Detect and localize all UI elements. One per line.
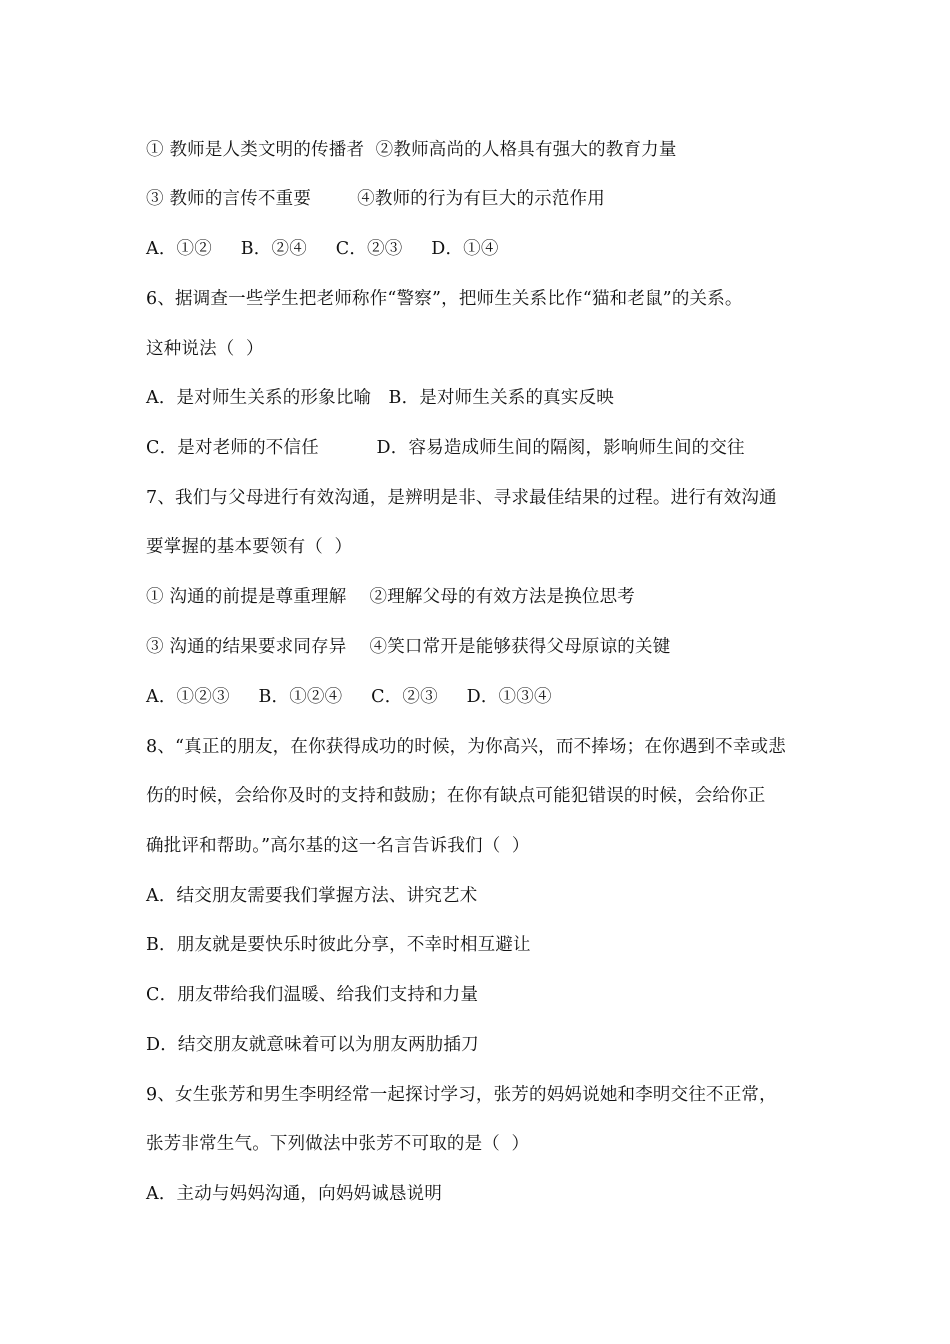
q8-stem-line-2: 伤的时候，会给你及时的支持和鼓励；在你有缺点可能犯错误的时候，会给你正 bbox=[146, 786, 766, 806]
q8-option-d: D．结交朋友就意味着可以为朋友两肋插刀 bbox=[146, 1035, 479, 1055]
statement-1-2: ① 教师是人类文明的传播者 ②教师高尚的人格具有强大的教育力量 bbox=[146, 140, 677, 160]
q5-options: A．①② B．②④ C．②③ D．①④ bbox=[146, 239, 499, 259]
q7-stem-line-2: 要掌握的基本要领有（ ） bbox=[146, 537, 353, 557]
statement-3-4: ③ 教师的言传不重要 ④教师的行为有巨大的示范作用 bbox=[146, 189, 605, 209]
q8-option-b: B．朋友就是要快乐时彼此分享，不幸时相互避让 bbox=[146, 935, 531, 955]
q8-stem-line-1: 8、“真正的朋友，在你获得成功的时候，为你高兴，而不捧场；在你遇到不幸或悲 bbox=[146, 737, 786, 757]
q7-statement-1-2: ① 沟通的前提是尊重理解 ②理解父母的有效方法是换位思考 bbox=[146, 587, 636, 607]
q6-stem-line-2: 这种说法（ ） bbox=[146, 339, 264, 359]
q8-option-a: A．结交朋友需要我们掌握方法、讲究艺术 bbox=[146, 886, 478, 906]
q6-options-ab: A．是对师生关系的形象比喻 B．是对师生关系的真实反映 bbox=[146, 388, 614, 408]
q8-stem-line-3: 确批评和帮助。”高尔基的这一名言告诉我们（ ） bbox=[146, 836, 530, 856]
q9-stem-line-1: 9、女生张芳和男生李明经常一起探讨学习，张芳的妈妈说她和李明交往不正常， bbox=[146, 1085, 777, 1105]
q6-options-cd: C．是对老师的不信任 D．容易造成师生间的隔阂，影响师生间的交往 bbox=[146, 438, 745, 458]
q6-stem-line-1: 6、据调查一些学生把老师称作“警察”，把师生关系比作“猫和老鼠”的关系。 bbox=[146, 289, 743, 309]
q9-option-a: A．主动与妈妈沟通，向妈妈诚恳说明 bbox=[146, 1184, 443, 1204]
q9-stem-line-2: 张芳非常生气。下列做法中张芳不可取的是（ ） bbox=[146, 1134, 530, 1154]
q7-options: A．①②③ B．①②④ C．②③ D．①③④ bbox=[146, 687, 552, 707]
q8-option-c: C．朋友带给我们温暖、给我们支持和力量 bbox=[146, 985, 479, 1005]
q7-statement-3-4: ③ 沟通的结果要求同存异 ④笑口常开是能够获得父母原谅的关键 bbox=[146, 637, 671, 657]
q7-stem-line-1: 7、我们与父母进行有效沟通，是辨明是非、寻求最佳结果的过程。进行有效沟通 bbox=[146, 488, 777, 508]
